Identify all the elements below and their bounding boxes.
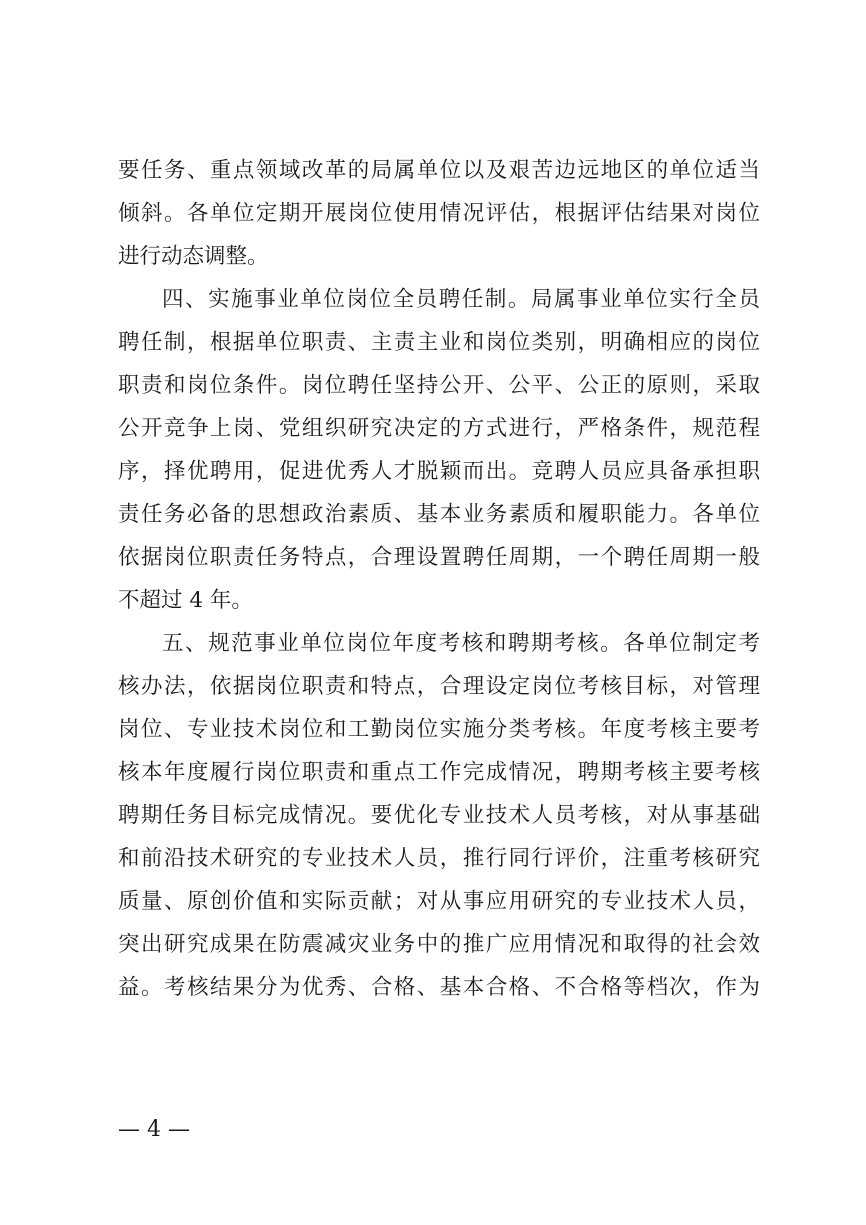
text-line-5: 聘任制，根据单位职责、主责主业和岗位类别，明确相应的岗位 — [118, 330, 760, 355]
text-line-14: 岗位、专业技术岗位和工勤岗位实施分类考核。年度考核主要考 — [118, 717, 760, 742]
text-line-18: 质量、原创价值和实际贡献；对从事应用研究的专业技术人员， — [118, 889, 760, 914]
text-line-7: 公开竞争上岗、党组织研究决定的方式进行，严格条件，规范程 — [118, 416, 760, 441]
text-line-17: 和前沿技术研究的专业技术人员，推行同行评价，注重考核研究 — [118, 846, 760, 871]
text-line-12: 五、规范事业单位岗位年度考核和聘期考核。各单位制定考 — [162, 631, 760, 656]
text-line-6: 职责和岗位条件。岗位聘任坚持公开、公平、公正的原则，采取 — [118, 373, 760, 398]
text-line-8: 序，择优聘用，促进优秀人才脱颖而出。竞聘人员应具备承担职 — [118, 459, 760, 484]
text-line-2: 倾斜。各单位定期开展岗位使用情况评估，根据评估结果对岗位 — [118, 201, 760, 226]
text-line-1: 要任务、重点领域改革的局属单位以及艰苦边远地区的单位适当 — [118, 158, 760, 183]
text-line-11: 不超过 4 年。 — [118, 588, 253, 613]
text-line-20: 益。考核结果分为优秀、合格、基本合格、不合格等档次，作为 — [118, 975, 760, 1000]
text-line-4: 四、实施事业单位岗位全员聘任制。局属事业单位实行全员 — [162, 287, 760, 312]
text-line-16: 聘期任务目标完成情况。要优化专业技术人员考核，对从事基础 — [118, 803, 760, 828]
text-line-10: 依据岗位职责任务特点，合理设置聘任周期，一个聘任周期一般 — [118, 545, 760, 570]
page-number: — 4 — — [118, 1117, 190, 1142]
text-line-3: 进行动态调整。 — [118, 244, 269, 269]
text-line-15: 核本年度履行岗位职责和重点工作完成情况，聘期考核主要考核 — [118, 760, 760, 785]
text-line-19: 突出研究成果在防震减灾业务中的推广应用情况和取得的社会效 — [118, 932, 760, 957]
text-line-13: 核办法，依据岗位职责和特点，合理设定岗位考核目标，对管理 — [118, 674, 760, 699]
text-line-9: 责任务必备的思想政治素质、基本业务素质和履职能力。各单位 — [118, 502, 760, 527]
